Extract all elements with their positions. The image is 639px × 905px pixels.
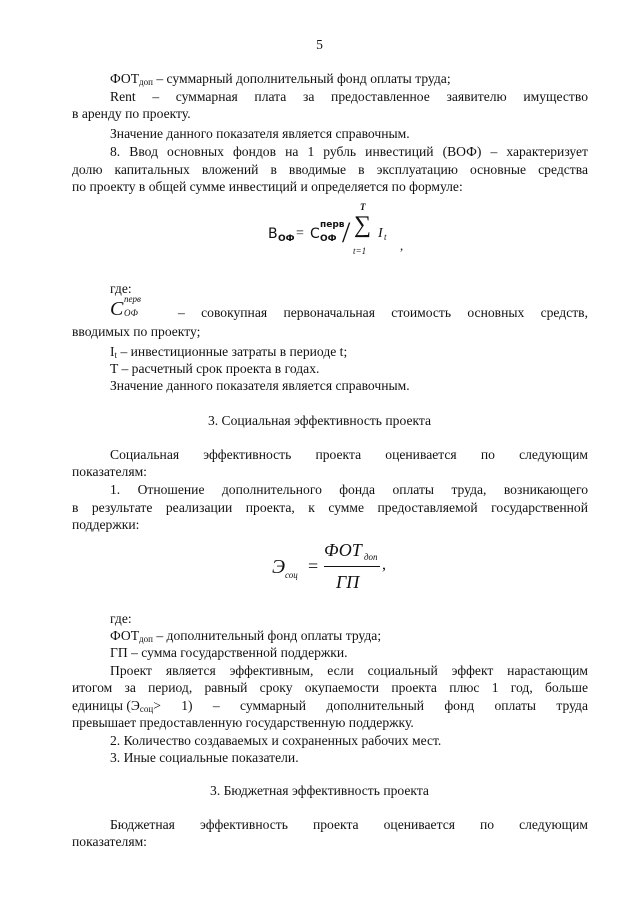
c-subscript: ОФ: [124, 308, 138, 318]
formula-lhs-subscript: ОФ: [278, 234, 295, 244]
paragraph-budget-line1: Бюджетная эффективность проекта оценивается по следующим: [110, 817, 588, 832]
definition-t: T – расчетный срок проекта в годах.: [110, 361, 320, 376]
fraction-bar: [324, 566, 380, 567]
where-label-2: где:: [110, 611, 132, 626]
i-description: – инвестиционные затраты в периоде t;: [117, 344, 348, 359]
paragraph-rent-line2: в аренду по проекту.: [72, 106, 191, 121]
paragraph-other-social: 3. Иные социальные показатели.: [110, 750, 299, 765]
i-symbol: I: [110, 344, 115, 359]
fot-subscript: доп: [139, 77, 153, 87]
formula2-equals: =: [308, 556, 319, 576]
definition-c-line2: вводимых по проекту;: [72, 324, 201, 339]
paragraph-vof-line3: по проекту в общей сумме инвестиций и определяется по формуле:: [72, 179, 463, 194]
formula-lhs: B: [268, 226, 278, 242]
definition-c-text: – совокупная первоначальная стоимость основных средств,: [178, 305, 588, 320]
fot-symbol: ФОТ: [110, 71, 140, 86]
formula-sum-sign: ∑: [354, 212, 372, 238]
effective-line3-rest: > 1) – суммарный дополнительный фонд оплаты труда: [153, 698, 588, 713]
paragraph-vof-line2: долю капитальных вложений в вводимые в эксплуатацию основные средства: [72, 162, 588, 177]
paragraph-budget-line2: показателям:: [72, 834, 147, 849]
formula-i-subscript: t: [384, 232, 387, 242]
formula2-numerator-subscript: доп: [364, 552, 378, 562]
c-symbol: C: [110, 298, 124, 320]
fot2-description: – дополнительный фонд оплаты труда;: [152, 628, 382, 643]
formula-sum-bottom: t=1: [353, 246, 367, 256]
paragraph-vof-line1: 8. Ввод основных фондов на 1 рубль инвестиций (ВОФ) – характеризует: [110, 144, 588, 159]
formula2-denominator: ГП: [336, 572, 360, 592]
formula-slash: /: [342, 216, 351, 249]
formula-social-effect: [272, 540, 392, 596]
formula-c: C: [310, 226, 320, 242]
formula2-lhs-subscript: соц: [285, 570, 298, 580]
paragraph-ratio-line3: поддержки:: [72, 517, 140, 532]
formula-sum-top: T: [360, 202, 366, 212]
paragraph-ratio-line1: 1. Отношение дополнительного фонда оплаты труда, возникающего: [110, 482, 588, 497]
definition-c-symbol: [110, 296, 154, 322]
formula2-numerator: ФОТ: [324, 540, 362, 560]
fot-description: – суммарный дополнительный фонд оплаты труда;: [152, 71, 451, 86]
formula-i: I: [378, 226, 383, 241]
where-label-1: где:: [110, 281, 132, 296]
fot2-subscript: доп: [139, 634, 153, 644]
definition-gp: ГП – сумма государственной поддержки.: [110, 645, 348, 660]
paragraph-effective-line1: Проект является эффективным, если социальный эффект нарастающим: [110, 663, 588, 678]
paragraph-social-line2: показателям:: [72, 464, 147, 479]
paragraph-effective-line2: итогом за период, равный сроку окупаемости проекта плюс 1 год, больше: [72, 680, 588, 695]
formula2-comma: ,: [382, 556, 386, 573]
formula2-lhs: Э: [272, 556, 286, 578]
paragraph-ratio-line2: в результате реализации проекта, к сумме предоставляемой государственной: [72, 500, 588, 515]
paragraph-jobs: 2. Количество создаваемых и сохраненных рабочих мест.: [110, 733, 442, 748]
formula-equals: =: [296, 226, 304, 241]
paragraph-effective-line4: превышает предоставленную государственную поддержку.: [72, 715, 414, 730]
paragraph-rent-line1: Rent – суммарная плата за предоставленное заявителю имущество: [110, 89, 588, 104]
heading-social-efficiency: 3. Социальная эффективность проекта: [207, 413, 432, 428]
paragraph-reference-1: Значение данного показателя является справочным.: [110, 126, 410, 141]
formula-vof: [268, 202, 408, 262]
paragraph-social-line1: Социальная эффективность проекта оценивается по следующим: [110, 447, 588, 462]
paragraph-reference-2: Значение данного показателя является справочным.: [110, 378, 410, 393]
effective-line3-prefix: единицы ($Э_{соц}$: [72, 698, 154, 714]
fot2-symbol: ФОТ: [110, 628, 140, 643]
formula-c-superscript: перв: [320, 220, 345, 230]
formula-c-subscript: ОФ: [320, 234, 337, 244]
heading-budget-efficiency: 3. Бюджетная эффективность проекта: [210, 783, 429, 798]
c-superscript: перв: [124, 294, 141, 304]
formula-comma: ,: [400, 238, 404, 253]
page-number: 5: [316, 37, 323, 52]
i-subscript: t: [114, 350, 118, 360]
